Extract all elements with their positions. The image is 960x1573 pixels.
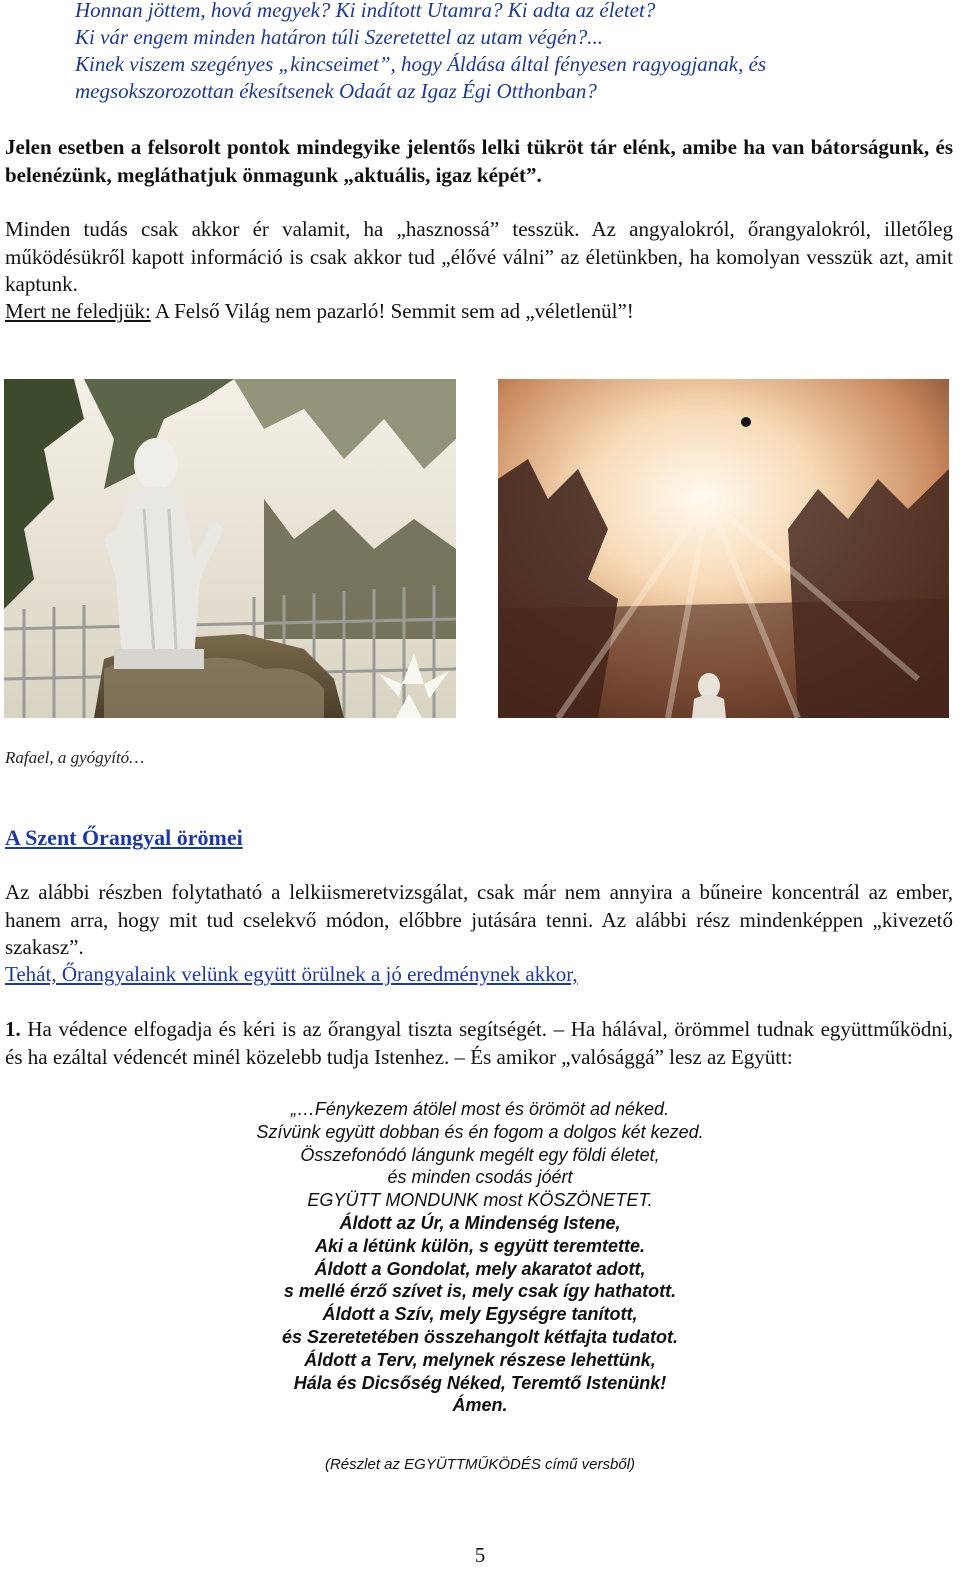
remember-underlined: Mert ne feledjük: bbox=[5, 299, 151, 323]
photo-caption: Rafael, a gyógyító… bbox=[5, 748, 145, 767]
poem-line: EGYÜTT MONDUNK most KÖSZÖNETET. bbox=[307, 1190, 653, 1211]
intro-line: megsokszorozottan ékesítsenek Odaát az Igaz Égi Otthonban? bbox=[75, 79, 597, 103]
poem-line: Szívünk együtt dobban és én fogom a dolgos két kezed. bbox=[256, 1121, 704, 1142]
point-1 bbox=[5, 1016, 953, 1071]
poem-line-bold: Áldott a Szív, mely Egységre tanított, bbox=[322, 1304, 638, 1325]
sunlight-trees-photo bbox=[498, 379, 949, 718]
bold-paragraph: Jelen esetben a felsorolt pontok mindegyike jelentős lelki tükröt tár elénk, amibe ha van bátorságunk, és belenézünk, megláthatjuk önmagunk „aktuális, igaz képét”. bbox=[5, 135, 953, 187]
poem-line: Összefonódó lángunk megélt egy földi életet, bbox=[300, 1144, 660, 1165]
poem-line-bold: Áldott a Gondolat, mely akaratot adott, bbox=[314, 1258, 646, 1279]
source-note: (Részlet az EGYÜTTMŰKÖDÉS című versből) bbox=[324, 1456, 636, 1473]
intro-line: Honnan jöttem, hová megyek? Ki indított Utamra? Ki adta az életet? bbox=[75, 0, 656, 22]
point-1-text: Ha védence elfogadja és kéri is az őrangyal tiszta segítségét. – Ha hálával, örömmel tudnak együttműködni, és ha ezáltal védencét minél közelebb tudja Istenhez. – És amikor „valósággá” lesz az Együtt: bbox=[5, 1017, 953, 1069]
section-link-line bbox=[5, 961, 953, 989]
poem-line-bold: Ámen. bbox=[452, 1395, 508, 1416]
remember-line bbox=[5, 298, 953, 326]
knowledge-paragraph: Minden tudás csak akkor ér valamit, ha „hasznossá” tesszük. Az angyalokról, őrangyalokról, illetőleg működésükről kapott információ is csak akkor tud „élővé válni” az életünkben, ha komolyan vesszük azt, amit kaptunk. bbox=[5, 217, 953, 296]
intro-line: Ki vár engem minden határon túli Szeretettel az utam végén?... bbox=[75, 25, 604, 49]
intro-lines bbox=[75, 0, 945, 105]
angel-statue-photo bbox=[4, 379, 456, 718]
remember-rest: A Felső Világ nem pazarló! Semmit sem ad „véletlenül”! bbox=[150, 299, 634, 323]
section-heading[interactable]: A Szent Őrangyal örömei bbox=[5, 825, 243, 850]
angel-statue-image bbox=[4, 379, 456, 718]
poem-line: „…Fénykezem átölel most és örömöt ad néked. bbox=[290, 1099, 670, 1119]
section-paragraph: Az alábbi részben folytatható a lelkiismeretvizsgálat, csak már nem annyira a bűneire koncentrál az ember, hanem arra, hogy mit tud cselekvő módon, előbbre jutására tenni. Az alábbi rész mindenképpen „kivezető szakasz”. bbox=[5, 880, 953, 959]
intro-line: Kinek viszem szegényes „kincseimet”, hogy Áldása által fényesen ragyogjanak, és bbox=[75, 52, 767, 76]
poem-line-bold: és Szeretetében összehangolt kétfajta tudatot. bbox=[281, 1326, 679, 1347]
poem-line-bold: Hála és Dicsőség Néked, Teremtő Istenünk! bbox=[293, 1372, 667, 1393]
section-link[interactable]: Tehát, Őrangyalaink velünk együtt örülnek a jó eredménynek akkor, bbox=[5, 962, 578, 986]
sunlight-trees-image bbox=[498, 379, 949, 718]
point-1-number: 1. bbox=[5, 1017, 21, 1041]
poem-line-bold: s mellé érző szívet is, mely csak így hathatott. bbox=[283, 1281, 677, 1302]
poem-line-bold: Aki a létünk külön, s együtt teremtette. bbox=[314, 1235, 646, 1256]
poem-line-bold: Áldott a Terv, melynek részese lehettünk, bbox=[304, 1349, 656, 1370]
poem bbox=[0, 1098, 960, 1417]
poem-line: és minden csodás jóért bbox=[387, 1167, 573, 1188]
page-number: 5 bbox=[474, 1543, 486, 1567]
poem-line-bold: Áldott az Úr, a Mindenség Istene, bbox=[339, 1212, 621, 1233]
